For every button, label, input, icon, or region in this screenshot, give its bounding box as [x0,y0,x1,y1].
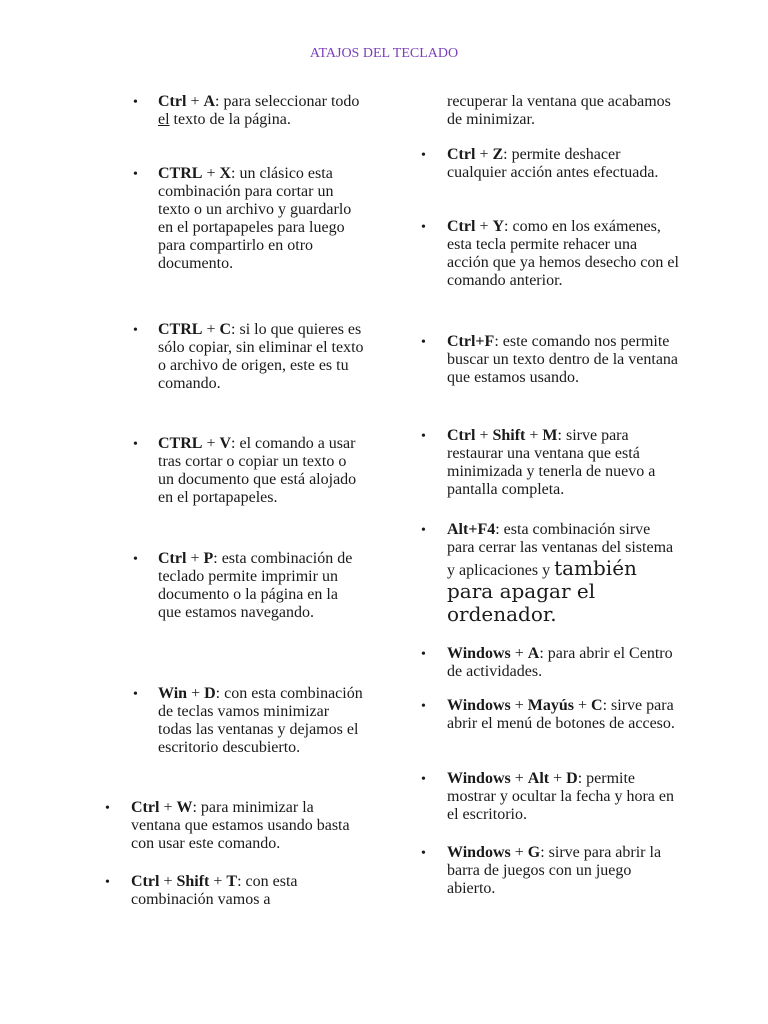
bullet: • [133,437,138,452]
shortcut-item-ctrl-w [107,799,367,853]
shortcut-text: Ctrl + Z: permite deshacer cualquier acción antes efectuada. [447,146,659,181]
bullet: • [421,846,426,861]
bullet: • [133,323,138,338]
shortcut-item-ctrl-shift-t [107,873,367,909]
shortcut-text: Ctrl + Shift + T: con esta combinación vamos a [131,873,298,908]
shortcut-text: CTRL + C: si lo que quieres es sólo copiar, sin eliminar el texto o archivo de origen, este es tu comando. [158,321,364,392]
shortcut-text: Ctrl + A: para seleccionar todo el texto de la página. [158,93,360,128]
shortcut-item-ctrl-a [135,93,365,129]
shortcut-text: Ctrl+F: este comando nos permite buscar un texto dentro de la ventana que estamos usando. [447,333,679,386]
shortcut-item-ctrl-z [421,146,681,182]
bullet: • [421,148,426,163]
shortcut-text: Ctrl + Y: como en los exámenes, esta tecla permite rehacer una acción que ya hemos desecho con el comando anterior. [447,218,679,289]
shortcut-text: CTRL + V: el comando a usar tras cortar o copiar un texto o un documento que está alojado en el portapapeles. [158,435,357,506]
shortcut-text: CTRL + X: un clásico esta combinación para cortar un texto o un archivo y guardarlo en el portapapeles para luego para compartirlo en otro documento. [158,165,352,272]
shortcut-text: Windows + Mayús + C: sirve para abrir el menú de botones de acceso. [447,697,675,732]
shortcut-text: Windows + A: para abrir el Centro de actividades. [447,645,673,680]
shortcut-item-windows-mayus-c [421,697,681,733]
bullet: • [421,647,426,662]
document-header: ATAJOS DEL TECLADO [309,46,459,61]
bullet: • [133,167,138,182]
shortcut-text: recuperar la ventana que acabamos de minimizar. [447,93,671,128]
shortcut-item-windows-g [421,844,681,898]
bullet: • [105,875,110,890]
shortcut-item-ctrl-shift-m [421,427,681,499]
shortcut-item-win-d [135,685,365,757]
shortcut-item-ctrl-p [135,550,365,622]
bullet: • [421,699,426,714]
shortcut-item-ctrl-y [421,218,681,290]
shortcut-item-continuation [447,93,687,129]
shortcut-item-windows-alt-d [421,770,681,824]
shortcut-item-ctrl-v [135,435,365,507]
shortcut-item-ctrl-c [135,321,365,393]
shortcut-item-ctrl-x [135,165,365,273]
bullet: • [421,772,426,787]
bullet: • [421,429,426,444]
shortcut-text: Alt+F4: esta combinación sirve para cerrar las ventanas del sistema y aplicaciones y también para apagar el ordenador. [447,521,674,626]
bullet: • [133,552,138,567]
shortcut-item-windows-a [421,645,681,681]
bullet: • [421,335,426,350]
shortcut-text: Windows + Alt + D: permite mostrar y ocultar la fecha y hora en el escritorio. [447,770,675,823]
shortcut-item-ctrl-f [421,333,681,387]
bullet: • [421,523,426,538]
shortcut-text: Windows + G: sirve para abrir la barra de juegos con un juego abierto. [447,844,662,897]
shortcut-text: Ctrl + Shift + M: sirve para restaurar una ventana que está minimizada y tenerla de nuevo a pantalla completa. [447,427,656,498]
bullet: • [105,801,110,816]
bullet: • [421,220,426,235]
bullet: • [133,95,138,110]
shortcut-text: Win + D: con esta combinación de teclas vamos minimizar todas las ventanas y dejamos el escritorio descubierto. [158,685,363,756]
shortcut-text: Ctrl + P: esta combinación de teclado permite imprimir un documento o la página en la que estamos navegando. [158,550,353,621]
shortcut-text-large: también para apagar el ordenador. [447,556,637,626]
bullet: • [133,687,138,702]
shortcut-text: Ctrl + W: para minimizar la ventana que estamos usando basta con usar este comando. [131,799,350,852]
shortcut-item-alt-f4 [421,521,681,626]
